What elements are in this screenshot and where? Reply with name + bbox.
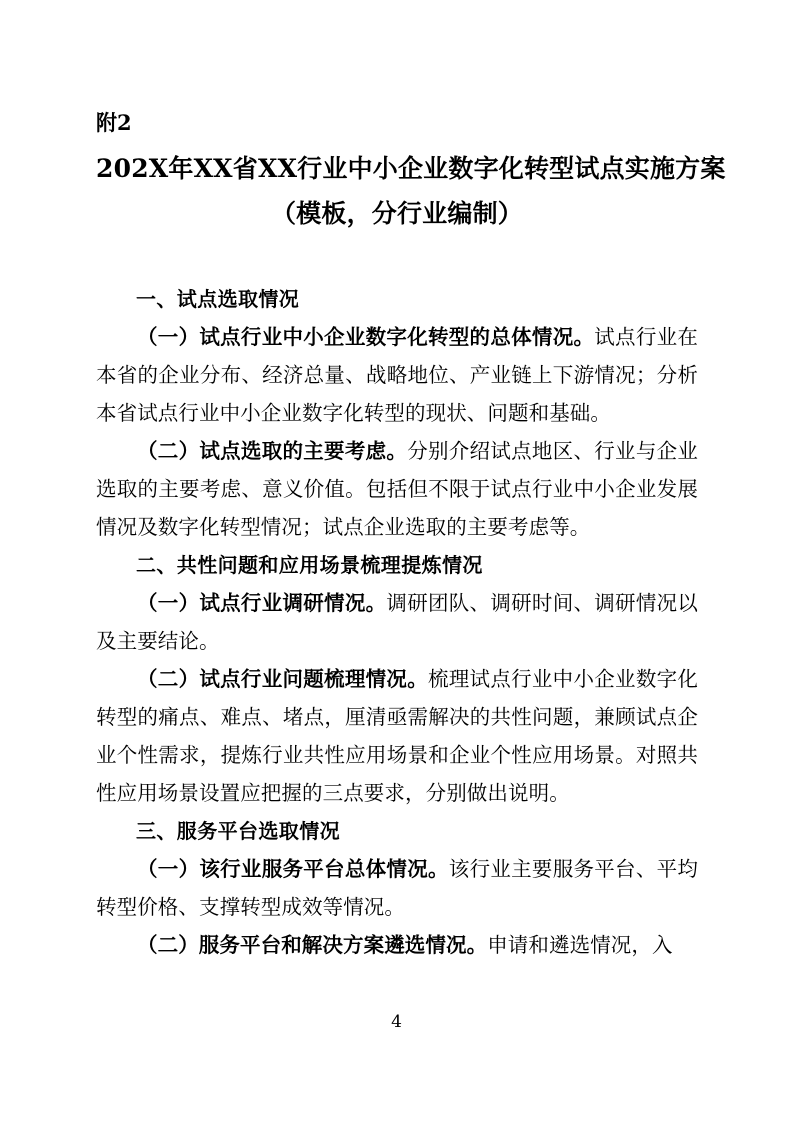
section-heading-3: 三、服务平台选取情况 (136, 819, 340, 843)
document-content (96, 104, 726, 964)
paragraph-1-2 (96, 432, 698, 546)
page-number: 4 (391, 1012, 402, 1032)
paragraph-1-1 (96, 318, 698, 432)
attachment-label: 附2 (96, 110, 132, 135)
paragraph-2-1 (96, 584, 698, 660)
title-spacer (96, 236, 698, 280)
section-heading-2: 二、共性问题和应用场景梳理提炼情况 (136, 553, 483, 577)
paragraph-3-1 (96, 850, 698, 926)
paragraph-body: 梳理试点行业中小企业数字化转型的痛点、难点、堵点，厘清亟需解决的共性问题，兼顾试点企业个性需求，提炼行业共性应用场景和企业个性应用场景。对照共性应用场景设置应把握的三点要求，分别做出说明。 (96, 667, 698, 805)
paragraph-body: 该行业主要服务平台、平均转型价格、支撑转型成效等情况。 (96, 857, 699, 919)
paragraph-2-2 (96, 660, 698, 812)
paragraph-lead: （一）试点行业调研情况。 (137, 591, 387, 615)
paragraph-lead: （二）服务平台和解决方案遴选情况。 (137, 933, 488, 957)
paragraph-body: 试点行业在本省的企业分布、经济总量、战略地位、产业链上下游情况；分析本省试点行业中小企业数字化转型的现状、问题和基础。 (96, 325, 699, 425)
paragraph-3-2 (96, 926, 698, 964)
section-heading-1: 一、试点选取情况 (136, 287, 300, 311)
paragraph-body: 调研团队、调研时间、调研情况以及主要结论。 (96, 591, 699, 653)
document-subtitle: （模板，分行业编制） (270, 199, 523, 228)
paragraph-lead: （一）试点行业中小企业数字化转型的总体情况。 (137, 325, 595, 349)
paragraph-lead: （一）该行业服务平台总体情况。 (137, 857, 449, 881)
paragraph-body: 分别介绍试点地区、行业与企业选取的主要考虑、意义价值。包括但不限于试点行业中小企业发展情况及数字化转型情况；试点企业选取的主要考虑等。 (96, 439, 698, 539)
document-title: 202X年XX省XX行业中小企业数字化转型试点实施方案 (96, 154, 726, 183)
paragraph-lead: （二）试点选取的主要考虑。 (137, 439, 408, 463)
paragraph-body: 申请和遴选情况，入 (487, 933, 673, 957)
paragraph-lead: （二）试点行业问题梳理情况。 (137, 667, 428, 691)
